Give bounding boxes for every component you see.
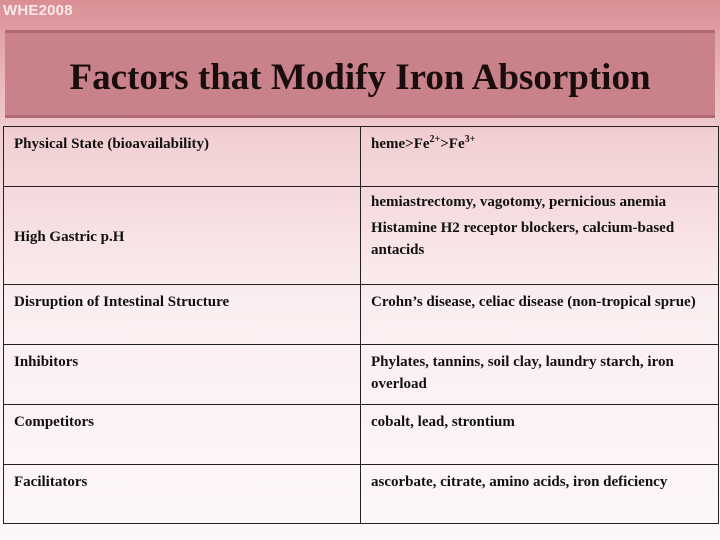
factor-cell: Facilitators xyxy=(4,465,361,524)
superscript: 2+ xyxy=(429,134,441,145)
table-row xyxy=(4,465,719,524)
superscript: 3+ xyxy=(464,134,476,145)
example-cell xyxy=(361,187,719,285)
example-cell: Phylates, tannins, soil clay, laundry starch, iron overload xyxy=(361,345,719,405)
table-row xyxy=(4,187,719,285)
table-row xyxy=(4,127,719,187)
factor-cell: Inhibitors xyxy=(4,345,361,405)
example-cell: cobalt, lead, strontium xyxy=(361,405,719,465)
corner-label: WHE2008 xyxy=(3,2,73,19)
example-text: heme>Fe xyxy=(371,136,430,152)
example-cell: ascorbate, citrate, amino acids, iron deficiency xyxy=(361,465,719,524)
factor-cell: Disruption of Intestinal Structure xyxy=(4,285,361,345)
table-row xyxy=(4,405,719,465)
factors-table xyxy=(3,126,719,524)
factor-cell: High Gastric p.H xyxy=(4,187,361,285)
example-line: Histamine H2 receptor blockers, calcium-based antacids xyxy=(371,220,675,258)
example-line: hemiastrectomy, vagotomy, pernicious anemia xyxy=(371,194,667,210)
example-cell xyxy=(361,127,719,187)
example-text: >Fe xyxy=(440,136,465,152)
factor-cell: Competitors xyxy=(4,405,361,465)
example-cell: Crohn’s disease, celiac disease (non-tropical sprue) xyxy=(361,285,719,345)
table-row xyxy=(4,285,719,345)
factor-cell: Physical State (bioavailability) xyxy=(4,127,361,187)
page-title: Factors that Modify Iron Absorption xyxy=(69,57,651,98)
table-row xyxy=(4,345,719,405)
